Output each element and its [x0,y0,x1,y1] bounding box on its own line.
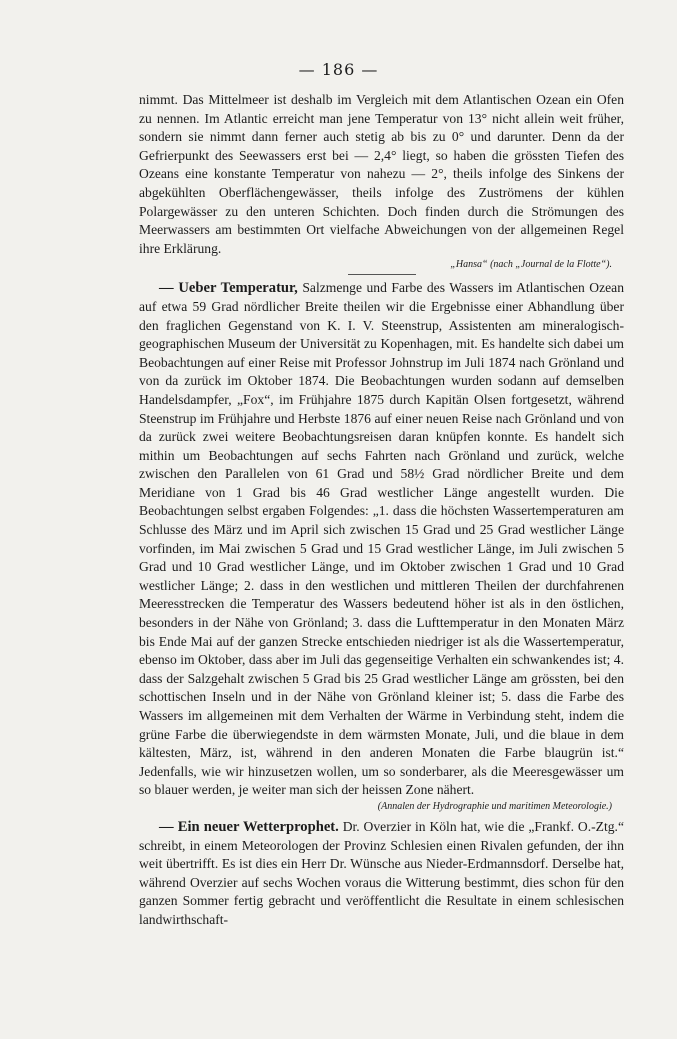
separator-rule [348,274,416,275]
paragraph-temperatur [139,279,624,800]
heading-wetterprophet: — Ein neuer Wetterprophet. [159,818,339,835]
heading-ueber-temperatur: — Ueber Temperatur, [159,280,298,297]
paragraph-wetterprophet [139,818,624,930]
paragraph-wetterprophet-body: Dr. Overzier in Köln hat, wie die „Frankf. O.-Ztg.“ schreibt, in einem Meteorologen der Provinz Schlesien einen Rivalen gefunden, der ihn weit übertrifft. Es ist dies ein Herr Dr. Wünsche aus Nieder-Erdmannsdorf. Derselbe hat, während Overzier auf sechs Wochen voraus die Witterung bestimmt, dies schon für den ganzen Sommer fertig gebracht und veröffentlicht die Resultate in einem schlesischen landwirthschaft- [139,818,624,927]
source-hansa: „Hansa“ (nach „Journal de la Flotte“). [450,259,612,271]
paragraph-mittelmeer: nimmt. Das Mittelmeer ist deshalb im Vergleich mit dem Atlantischen Ozean ein Ofen zu nennen. Im Atlantic erreicht man jene Temperatur von 13° nicht allein weit früher, sondern sie nimmt dann ferner auch stetig ab bis zu 0° und darunter. Denn da der Gefrierpunkt des Seewassers erst bei — 2,4° liegt, so haben die grössten Tiefen des Ozeans eine konstante Temperatur von nahezu — 2°, theils infolge des Sinkens der abgekühlten Oberflächengewässer, theils infolge des Zuströmens der kühlen Polargewässer zu den unteren Schichten. Doch finden durch die Strömungen des Meerwassers am bestimmten Ort vielfache Abweichungen von der allgemeinen Regel ihre Erklärung. [139,92,624,256]
text-block [139,91,624,930]
source-annalen: (Annalen der Hydrographie und maritimen Meteorologie.) [377,800,612,812]
page-number: — 186 — [298,60,379,79]
paragraph-temperatur-body: Salzmenge und Farbe des Wassers im Atlantischen Ozean auf etwa 59 Grad nördlicher Breite theilen wir die Ergebnisse einer Abhandlung über den fraglichen Gegenstand von K. I. V. Steenstrup, Assistenten am mineralogisch-geographischen Museum der Universität zu Kopenhagen, mit. Es handelte sich dabei um Beobachtungen auf einer Reise mit Professor Johnstrup im Juli 1874 nach Grönland und von da zurück im Oktober 1874. Die Beobachtungen wurden sodann auf demselben Handelsdampfer, „Fox“, im Frühjahre 1875 durch Kapitän Olsen fortgesetzt, während Steenstrup im Frühjahre und Herbste 1876 auf einer neuen Reise nach Grönland und von da zurück zwei weitere Beobachtungsreisen daran knüpfen konnte. Es handelt sich mithin um Beobachtungen auf sechs Fahrten nach Grönland und zurück, welche zwischen den Parallelen von 61 Grad und 58½ Grad nördlicher Breite und dem Meridiane von 1 Grad bis 46 Grad westlicher Länge angestellt wurden. Die Beobachtungen selbst ergaben Folgendes: „1. dass die höchsten Wassertemperaturen am Schlusse des März und im April sich zwischen 15 Grad und 25 Grad westlicher Länge vorfinden, im Mai zwischen 5 Grad und 15 Grad westlicher Länge, im Juli zwischen 5 Grad und 10 Grad westlicher Länge, und im Oktober zwischen 1 Grad und 10 Grad westlicher Länge; 2. dass in den westlichen und mittleren Theilen der durchfahrenen Meeresstrecken die Temperatur des Wassers bedeutend höher ist als in den östlichen, besonders in der Nähe von Grönland; 3. dass die Lufttemperatur in den Monaten März bis Ende Mai auf der ganzen Strecke entschieden niedriger ist als die Wassertemperatur, ebenso im Oktober, dass aber im Juli das gegenseitige Verhalten ein schwankendes ist; 4. dass der Salzgehalt zwischen 5 Grad bis 25 Grad westlicher Länge am grössten, bei den schottischen Inseln und in der Nähe von Grönland kleiner ist; 5. dass die Farbe des Wassers im allgemeinen mit dem Verhalten der Wärme in Verbindung steht, indem die grüne Farbe die überwiegendste in dem wärmsten Monate, Juli, und die blaue in dem kältesten, März, ist, während in den anderen Monaten die Farbe blaugrün ist.“ Jedenfalls, wie wir hinzusetzen wollen, um so sonderbarer, als die Meeresgewässer um so blauer werden, je weiter man sich der heissen Zone nähert. [139,280,624,798]
